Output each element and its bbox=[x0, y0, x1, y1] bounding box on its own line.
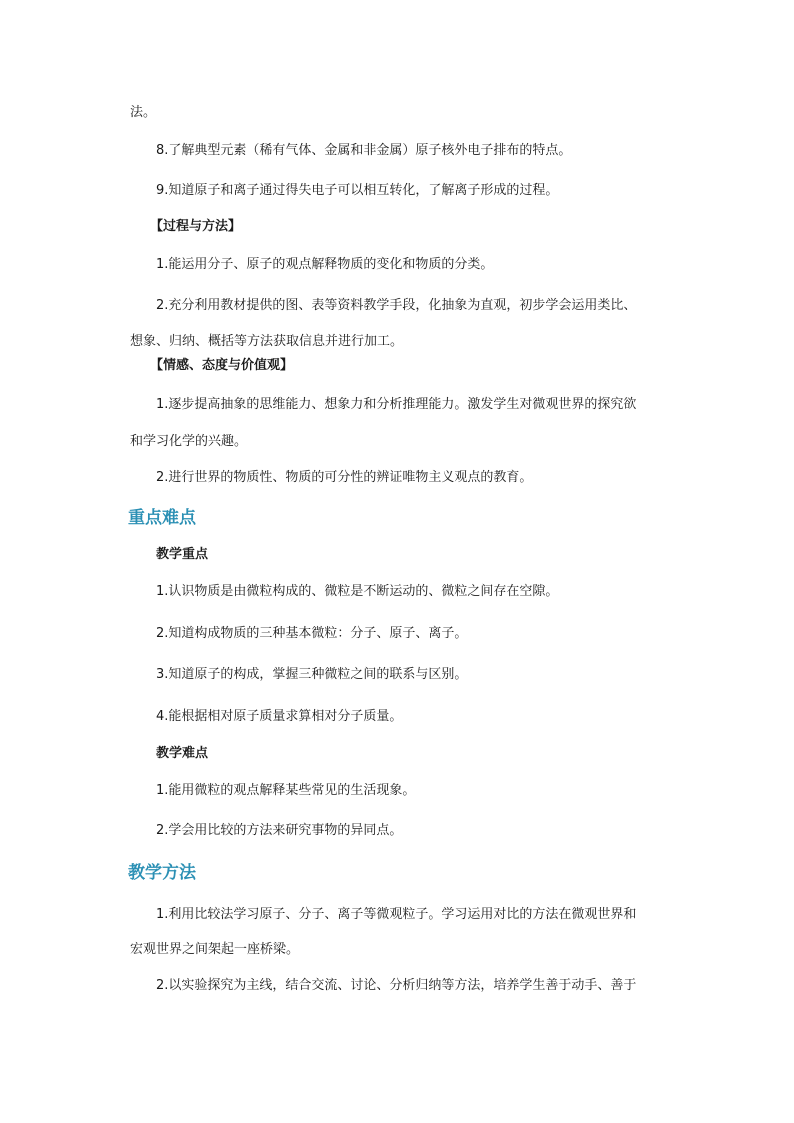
difficult-points-heading: 教学难点 bbox=[156, 746, 209, 761]
difficult-point-2: 2.学会用比较的方法来研究事物的异同点。 bbox=[156, 823, 403, 838]
teaching-method-2: 2.以实验探究为主线，结合交流、讨论、分析归纳等方法，培养学生善于动手、善于 bbox=[156, 978, 637, 993]
key-point-1: 1.认识物质是由微粒构成的、微粒是不断运动的、微粒之间存在空隙。 bbox=[156, 584, 559, 599]
process-method-item-2-cont: 想象、归纳、概括等方法获取信息并进行加工。 bbox=[130, 334, 404, 349]
key-point-4: 4.能根据相对原子质量求算相对分子质量。 bbox=[156, 709, 403, 724]
key-point-3: 3.知道原子的构成，掌握三种微粒之间的联系与区别。 bbox=[156, 667, 468, 682]
emotion-values-item-1-cont: 和学习化学的兴趣。 bbox=[130, 434, 248, 449]
objective-9: 9.知道原子和离子通过得失电子可以相互转化，了解离子形成的过程。 bbox=[156, 183, 559, 198]
key-points-heading: 教学重点 bbox=[156, 547, 209, 562]
process-method-item-1: 1.能运用分子、原子的观点解释物质的变化和物质的分类。 bbox=[156, 257, 494, 272]
intro-tail-text: 法。 bbox=[130, 105, 157, 120]
teaching-methods-title: 教学方法 bbox=[128, 863, 196, 883]
teaching-method-1: 1.利用比较法学习原子、分子、离子等微观粒子。学习运用对比的方法在微观世界和 bbox=[156, 907, 637, 922]
process-method-item-2: 2.充分利用教材提供的图、表等资料教学手段，化抽象为直观，初步学会运用类比、 bbox=[156, 298, 637, 313]
emotion-values-item-1: 1.逐步提高抽象的思维能力、想象力和分析推理能力。激发学生对微观世界的探究欲 bbox=[156, 397, 637, 412]
emotion-values-item-2: 2.进行世界的物质性、物质的可分性的辨证唯物主义观点的教育。 bbox=[156, 470, 533, 485]
teaching-method-1-cont: 宏观世界之间架起一座桥梁。 bbox=[130, 942, 300, 957]
key-difficult-title: 重点难点 bbox=[128, 508, 196, 528]
objective-8: 8.了解典型元素（稀有气体、金属和非金属）原子核外电子排布的特点。 bbox=[156, 143, 572, 158]
emotion-values-heading: 【情感、态度与价值观】 bbox=[150, 358, 294, 373]
difficult-point-1: 1.能用微粒的观点解释某些常见的生活现象。 bbox=[156, 783, 416, 798]
process-method-heading: 【过程与方法】 bbox=[150, 219, 242, 234]
key-point-2: 2.知道构成物质的三种基本微粒：分子、原子、离子。 bbox=[156, 626, 468, 641]
